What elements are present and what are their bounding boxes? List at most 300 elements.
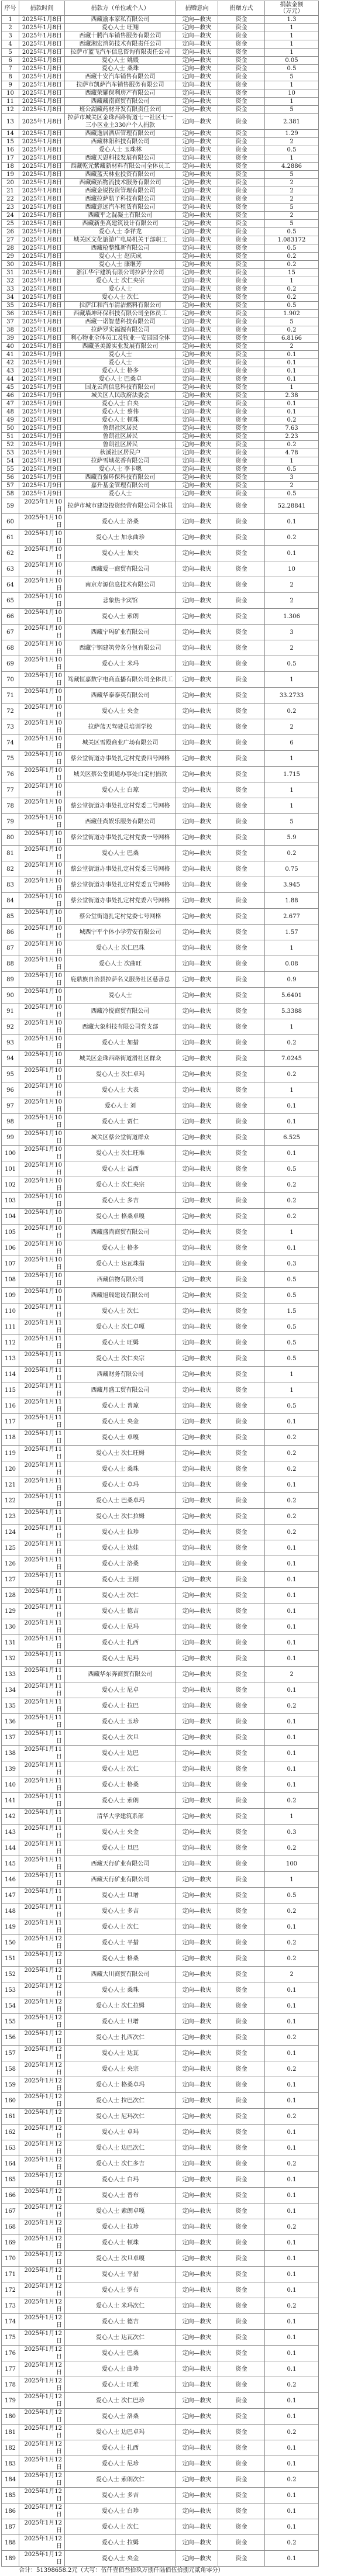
table-row — [2, 1051, 319, 1067]
table-row — [2, 798, 319, 814]
cell-intent: 定向—救灾 — [176, 2235, 218, 2251]
cell-intent: 定向—救灾 — [176, 204, 218, 212]
cell-date: 2025年1月11日 — [19, 1809, 65, 1825]
cell-method: 资金 — [218, 416, 265, 425]
cell-amount: 0.1 — [265, 2014, 319, 2030]
cell-index: 185 — [2, 2488, 19, 2503]
table-row — [2, 1825, 319, 1840]
cell-date: 2025年1月8日 — [19, 343, 65, 351]
cell-index: 51 — [2, 433, 19, 441]
cell-method: 资金 — [218, 474, 265, 482]
cell-intent: 定向—救灾 — [176, 2140, 218, 2156]
table-row — [2, 909, 319, 925]
cell-donor: 爱心人士 边巴 — [65, 1746, 176, 1761]
cell-donor: 西藏逸居酒店管理有限公司 — [65, 130, 176, 138]
cell-donor: 爱心人士 次仁旺堆 — [65, 1146, 176, 1161]
cell-date: 2025年1月8日 — [19, 57, 65, 65]
cell-method: 资金 — [218, 1446, 265, 1461]
table-row — [2, 408, 319, 416]
cell-method: 资金 — [218, 146, 265, 154]
cell-method: 资金 — [218, 1967, 265, 1982]
table-row — [2, 1525, 319, 1540]
cell-method: 资金 — [218, 988, 265, 1003]
cell-index: 98 — [2, 1114, 19, 1130]
cell-date: 2025年1月12日 — [19, 2188, 65, 2203]
cell-method: 资金 — [218, 1130, 265, 1146]
cell-method: 资金 — [218, 2346, 265, 2361]
cell-index: 88 — [2, 956, 19, 972]
table-row — [2, 2488, 319, 2503]
cell-intent: 定向—救灾 — [176, 1588, 218, 1603]
table-row — [2, 114, 319, 130]
cell-donor: 爱心人士 白珍 — [65, 2503, 176, 2519]
cell-amount: 0.1 — [265, 351, 319, 359]
header-intent: 捐赠意向 — [176, 1, 218, 16]
cell-intent: 定向—救灾 — [176, 1682, 218, 1698]
cell-intent: 定向—救灾 — [176, 212, 218, 220]
cell-date: 2025年1月12日 — [19, 2172, 65, 2188]
cell-index: 102 — [2, 1177, 19, 1193]
cell-donor: 爱心人士 索朗 — [65, 609, 176, 625]
table-row — [2, 2472, 319, 2488]
cell-method: 资金 — [218, 1635, 265, 1651]
cell-intent: 定向—救灾 — [176, 1619, 218, 1635]
cell-index: 96 — [2, 1082, 19, 1098]
cell-amount: 0.1 — [265, 375, 319, 384]
cell-donor: 爱心人士 次仁旺姆 — [65, 1446, 176, 1461]
cell-amount: 2 — [265, 482, 319, 490]
table-row — [2, 375, 319, 384]
cell-amount: 0.2 — [265, 2156, 319, 2172]
cell-amount: 0.1 — [265, 1556, 319, 1572]
cell-amount: 0.2 — [265, 1193, 319, 1209]
cell-index: 177 — [2, 2361, 19, 2377]
cell-index: 17 — [2, 154, 19, 163]
cell-date: 2025年1月11日 — [19, 1682, 65, 1698]
cell-intent: 定向—救灾 — [176, 343, 218, 351]
cell-date: 2025年1月10日 — [19, 1161, 65, 1177]
cell-index: 18 — [2, 163, 19, 171]
table-row — [2, 767, 319, 782]
cell-index: 29 — [2, 253, 19, 261]
cell-index: 91 — [2, 1003, 19, 1019]
cell-donor: 爱心人士 桑珠 — [65, 1982, 176, 1998]
cell-amount: 0.2 — [265, 1935, 319, 1951]
cell-method: 资金 — [218, 1161, 265, 1177]
cell-amount: 0.2 — [265, 416, 319, 425]
cell-intent: 定向—救灾 — [176, 351, 218, 359]
cell-amount: 0.1 — [265, 2393, 319, 2409]
table-row — [2, 704, 319, 719]
cell-donor: 爱心人士 曲珍 — [65, 2361, 176, 2377]
table-row — [2, 1082, 319, 1098]
cell-amount: 1 — [265, 751, 319, 767]
cell-date: 2025年1月11日 — [19, 1698, 65, 1714]
table-row — [2, 593, 319, 609]
table-row — [2, 1588, 319, 1603]
cell-donor: 城关区蔡公堂街道群众 — [65, 1130, 176, 1146]
cell-date: 2025年1月10日 — [19, 1272, 65, 1288]
cell-donor: 爱心人士 拉珍 — [65, 1525, 176, 1540]
cell-date: 2025年1月8日 — [19, 244, 65, 253]
cell-donor: 爱心人士 次仁拉姆 — [65, 1509, 176, 1525]
cell-date: 2025年1月11日 — [19, 1572, 65, 1588]
cell-method: 资金 — [218, 171, 265, 179]
cell-intent: 定向—救灾 — [176, 893, 218, 909]
cell-date: 2025年1月12日 — [19, 2377, 65, 2393]
table-row — [2, 1177, 319, 1193]
cell-donor: 爱心人士 次仁多吉 — [65, 2156, 176, 2172]
cell-method: 资金 — [218, 2377, 265, 2393]
cell-intent: 定向—救灾 — [176, 2393, 218, 2409]
cell-intent: 定向—救灾 — [176, 2519, 218, 2535]
cell-index: 101 — [2, 1161, 19, 1177]
table-row — [2, 1998, 319, 2014]
table-row — [2, 514, 319, 530]
cell-intent: 定向—救灾 — [176, 2172, 218, 2188]
cell-index: 119 — [2, 1446, 19, 1461]
cell-amount: 0.2 — [265, 1903, 319, 1919]
cell-donor: 西藏新坐高建筑设计有限公司 — [65, 220, 176, 228]
cell-date: 2025年1月12日 — [19, 2456, 65, 2472]
cell-intent: 定向—救灾 — [176, 285, 218, 294]
table-row — [2, 1319, 319, 1335]
cell-donor: 城西宁平个体小学劳安有限公司 — [65, 925, 176, 940]
cell-amount: 0.1 — [265, 1240, 319, 1256]
cell-donor: 爱心人士 德吉 — [65, 1603, 176, 1619]
cell-amount: 0.1 — [265, 1098, 319, 1114]
cell-method: 资金 — [218, 16, 265, 24]
cell-index: 160 — [2, 2093, 19, 2109]
cell-method: 资金 — [218, 1619, 265, 1635]
table-row — [2, 1982, 319, 1998]
cell-date: 2025年1月12日 — [19, 2140, 65, 2156]
table-row — [2, 893, 319, 909]
cell-method: 资金 — [218, 1098, 265, 1114]
cell-method: 资金 — [218, 187, 265, 195]
cell-index: 33 — [2, 285, 19, 294]
cell-method: 资金 — [218, 530, 265, 546]
cell-amount: 0.2 — [265, 253, 319, 261]
cell-date: 2025年1月8日 — [19, 326, 65, 334]
cell-intent: 定向—救灾 — [176, 302, 218, 310]
cell-donor: 秋溪社区居民户 — [65, 449, 176, 457]
cell-amount: 0.1 — [265, 1635, 319, 1651]
cell-date: 2025年1月10日 — [19, 546, 65, 561]
cell-intent: 定向—救灾 — [176, 32, 218, 40]
cell-index: 64 — [2, 577, 19, 593]
cell-amount: 0.2 — [265, 2030, 319, 2046]
cell-method: 资金 — [218, 656, 265, 672]
cell-intent: 定向—救灾 — [176, 130, 218, 138]
cell-intent: 定向—救灾 — [176, 1193, 218, 1209]
cell-date: 2025年1月12日 — [19, 1967, 65, 1982]
cell-index: 14 — [2, 130, 19, 138]
table-row — [2, 1761, 319, 1777]
cell-method: 资金 — [218, 106, 265, 114]
cell-donor: 爱心人士 次仁拉姆 — [65, 1998, 176, 2014]
cell-index: 25 — [2, 220, 19, 228]
cell-method: 资金 — [218, 1177, 265, 1193]
cell-date: 2025年1月10日 — [19, 1114, 65, 1130]
cell-method: 资金 — [218, 1651, 265, 1667]
cell-index: 134 — [2, 1682, 19, 1698]
cell-intent: 定向—救灾 — [176, 1461, 218, 1477]
cell-donor: 爱心人士 次仁巴珠 — [65, 940, 176, 956]
cell-amount: 0.1 — [265, 359, 319, 367]
cell-index: 166 — [2, 2188, 19, 2203]
cell-donor: 蔡公堂街道办事处扎定村党委二号网格 — [65, 798, 176, 814]
cell-index: 139 — [2, 1761, 19, 1777]
cell-donor: 鲁朗社区居民 — [65, 433, 176, 441]
cell-index: 76 — [2, 767, 19, 782]
table-row — [2, 310, 319, 318]
table-row — [2, 146, 319, 154]
cell-intent: 定向—救灾 — [176, 1746, 218, 1761]
cell-amount: 0.5 — [265, 1398, 319, 1414]
cell-intent: 定向—救灾 — [176, 530, 218, 546]
cell-method: 资金 — [218, 40, 265, 49]
cell-method: 资金 — [218, 2440, 265, 2456]
table-row — [2, 1919, 319, 1935]
table-row — [2, 1793, 319, 1809]
table-row — [2, 2267, 319, 2282]
cell-date: 2025年1月11日 — [19, 1761, 65, 1777]
cell-donor: 爱心人士 格桑 — [65, 1777, 176, 1793]
table-row — [2, 1019, 319, 1035]
cell-amount: 0.2 — [265, 530, 319, 546]
cell-intent: 定向—救灾 — [176, 310, 218, 318]
cell-date: 2025年1月10日 — [19, 846, 65, 861]
cell-method: 资金 — [218, 1493, 265, 1509]
cell-donor: 西藏藏拓物流技术服务有限公司 — [65, 179, 176, 187]
cell-date: 2025年1月9日 — [19, 416, 65, 425]
cell-amount: 0.1 — [265, 2282, 319, 2298]
cell-donor: 爱心人士 达瓦 — [65, 2046, 176, 2061]
cell-donor: 西藏月盛工贸有限公司 — [65, 1382, 176, 1398]
cell-intent: 定向—救灾 — [176, 24, 218, 32]
cell-intent: 定向—救灾 — [176, 2456, 218, 2472]
cell-amount: 0.1 — [265, 2488, 319, 2503]
cell-amount: 3 — [265, 474, 319, 482]
table-row — [2, 2188, 319, 2203]
table-row — [2, 1872, 319, 1888]
table-row — [2, 2219, 319, 2235]
table-row — [2, 261, 319, 269]
cell-intent: 定向—救灾 — [176, 846, 218, 861]
cell-amount: 33.2733 — [265, 688, 319, 704]
cell-amount: 4.78 — [265, 449, 319, 457]
cell-index: 145 — [2, 1856, 19, 1872]
table-row — [2, 384, 319, 392]
cell-amount: 1.29 — [265, 130, 319, 138]
cell-method: 资金 — [218, 1588, 265, 1603]
table-row — [2, 334, 319, 343]
cell-index: 9 — [2, 81, 19, 89]
cell-intent: 定向—救灾 — [176, 640, 218, 656]
cell-donor: 西藏意远汽车租赁有限公司 — [65, 204, 176, 212]
cell-date: 2025年1月11日 — [19, 1903, 65, 1919]
cell-donor: 蔡公堂街道办事处扎定村党委五号网格 — [65, 877, 176, 893]
cell-index: 92 — [2, 1019, 19, 1035]
table-row — [2, 1114, 319, 1130]
cell-date: 2025年1月8日 — [19, 236, 65, 244]
cell-index: 71 — [2, 688, 19, 704]
cell-index: 57 — [2, 482, 19, 490]
cell-date: 2025年1月10日 — [19, 909, 65, 925]
table-row — [2, 302, 319, 310]
cell-intent: 定向—救灾 — [176, 2377, 218, 2393]
cell-method: 资金 — [218, 2503, 265, 2519]
cell-method: 资金 — [218, 925, 265, 940]
cell-donor: 爱心人士 次仁巴珍 — [65, 2393, 176, 2409]
cell-method: 资金 — [218, 138, 265, 146]
cell-donor: 城关区蔡公堂街道办事处白定村捐款 — [65, 767, 176, 782]
cell-intent: 定向—救灾 — [176, 294, 218, 302]
cell-intent: 定向—救灾 — [176, 1303, 218, 1319]
cell-amount: 0.1 — [265, 546, 319, 561]
table-row — [2, 1398, 319, 1414]
cell-method: 资金 — [218, 1351, 265, 1367]
cell-method: 资金 — [218, 1398, 265, 1414]
cell-intent: 定向—救灾 — [176, 334, 218, 343]
cell-amount: 2 — [265, 179, 319, 187]
cell-amount: 2 — [265, 187, 319, 195]
cell-index: 70 — [2, 672, 19, 688]
cell-method: 资金 — [218, 1730, 265, 1746]
cell-index: 154 — [2, 1998, 19, 2014]
cell-date: 2025年1月10日 — [19, 593, 65, 609]
cell-intent: 定向—救灾 — [176, 2314, 218, 2330]
table-row — [2, 57, 319, 65]
cell-method: 资金 — [218, 32, 265, 40]
cell-method: 资金 — [218, 2551, 265, 2567]
cell-date: 2025年1月8日 — [19, 32, 65, 40]
cell-intent: 定向—救灾 — [176, 735, 218, 751]
table-row — [2, 1840, 319, 1856]
cell-amount: 0.1 — [265, 1572, 319, 1588]
table-row — [2, 1209, 319, 1225]
cell-method: 资金 — [218, 688, 265, 704]
table-row — [2, 2314, 319, 2330]
cell-date: 2025年1月12日 — [19, 2030, 65, 2046]
cell-index: 128 — [2, 1588, 19, 1603]
cell-date: 2025年1月8日 — [19, 49, 65, 57]
cell-date: 2025年1月12日 — [19, 2503, 65, 2519]
cell-intent: 定向—救灾 — [176, 1493, 218, 1509]
cell-donor: 蔡公堂街道办事处扎定村党委六号网格 — [65, 893, 176, 909]
cell-donor: 爱心人士 桑珠 — [65, 1461, 176, 1477]
table-row — [2, 609, 319, 625]
cell-amount: 3 — [265, 625, 319, 640]
cell-index: 150 — [2, 1935, 19, 1951]
header-donor: 捐款方（单位或个人） — [65, 1, 176, 16]
cell-intent: 定向—救灾 — [176, 1714, 218, 1730]
cell-intent: 定向—救灾 — [176, 782, 218, 798]
cell-amount: 2 — [265, 577, 319, 593]
cell-intent: 定向—救灾 — [176, 367, 218, 375]
cell-amount: 1 — [265, 24, 319, 32]
cell-date: 2025年1月11日 — [19, 1430, 65, 1446]
cell-method: 资金 — [218, 1856, 265, 1872]
cell-date: 2025年1月10日 — [19, 1193, 65, 1209]
cell-date: 2025年1月10日 — [19, 1256, 65, 1272]
table-row — [2, 2393, 319, 2409]
cell-date: 2025年1月11日 — [19, 1351, 65, 1367]
cell-method: 资金 — [218, 2456, 265, 2472]
cell-date: 2025年1月11日 — [19, 1840, 65, 1856]
table-row — [2, 1651, 319, 1667]
table-row — [2, 640, 319, 656]
cell-method: 资金 — [218, 441, 265, 449]
cell-date: 2025年1月8日 — [19, 114, 65, 130]
cell-date: 2025年1月10日 — [19, 514, 65, 530]
cell-method: 资金 — [218, 154, 265, 163]
cell-donor: 爱心人士 加措 — [65, 1035, 176, 1051]
cell-method: 资金 — [218, 719, 265, 735]
cell-donor: 爱心人士 多吉 — [65, 2488, 176, 2503]
cell-amount: 1 — [265, 1019, 319, 1035]
cell-donor: 爱心人士 次曲旺 — [65, 956, 176, 972]
cell-amount: 0.1 — [265, 1746, 319, 1761]
cell-index: 114 — [2, 1367, 19, 1382]
cell-method: 资金 — [218, 236, 265, 244]
cell-amount: 0.2 — [265, 1951, 319, 1967]
cell-index: 169 — [2, 2235, 19, 2251]
cell-donor: 爱心人士 巴桑 — [65, 2346, 176, 2361]
cell-method: 资金 — [218, 1951, 265, 1967]
cell-date: 2025年1月10日 — [19, 956, 65, 972]
table-row — [2, 498, 319, 514]
cell-date: 2025年1月12日 — [19, 2551, 65, 2567]
cell-amount: 1 — [265, 1809, 319, 1825]
cell-intent: 定向—救灾 — [176, 1351, 218, 1367]
cell-date: 2025年1月11日 — [19, 1714, 65, 1730]
cell-date: 2025年1月12日 — [19, 2251, 65, 2267]
cell-index: 120 — [2, 1461, 19, 1477]
cell-amount: 0.1 — [265, 2314, 319, 2330]
cell-intent: 定向—救灾 — [176, 1319, 218, 1335]
cell-amount: 1 — [265, 1872, 319, 1888]
cell-amount: 0.9 — [265, 972, 319, 988]
cell-donor: 西藏圣美源实业发展有限公司 — [65, 343, 176, 351]
cell-amount: 2 — [265, 1967, 319, 1982]
cell-index: 55 — [2, 465, 19, 474]
cell-index: 34 — [2, 294, 19, 302]
cell-date: 2025年1月12日 — [19, 1982, 65, 1998]
cell-donor: 爱心人士 次仁 — [65, 1303, 176, 1319]
cell-index: 5 — [2, 49, 19, 57]
table-row — [2, 1351, 319, 1367]
cell-amount: 1 — [265, 672, 319, 688]
cell-method: 资金 — [218, 482, 265, 490]
cell-date: 2025年1月12日 — [19, 2061, 65, 2077]
cell-date: 2025年1月11日 — [19, 1619, 65, 1635]
cell-donor: 拉萨罗实福源有限公司 — [65, 326, 176, 334]
cell-index: 26 — [2, 228, 19, 236]
cell-index: 41 — [2, 351, 19, 359]
cell-date: 2025年1月10日 — [19, 640, 65, 656]
table-row — [2, 154, 319, 163]
cell-donor: 蔡公堂街道办事处扎定村党委一号网格 — [65, 830, 176, 846]
cell-donor: 西藏百强环保科技有限公司 — [65, 474, 176, 482]
cell-index: 148 — [2, 1903, 19, 1919]
cell-amount: 0.2 — [265, 1430, 319, 1446]
table-row — [2, 228, 319, 236]
cell-intent: 定向—救灾 — [176, 2472, 218, 2488]
table-row — [2, 89, 319, 98]
cell-method: 资金 — [218, 1525, 265, 1540]
